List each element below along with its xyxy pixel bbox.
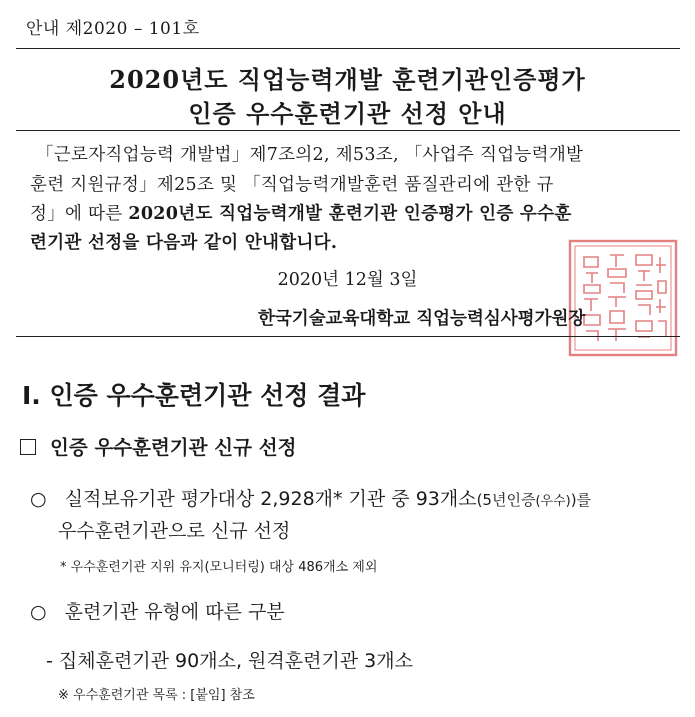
item-1-main-text: 실적보유기관 평가대상 2,928개* 기관 중 93개소 — [64, 488, 477, 510]
issuer-name: 한국기술교육대학교 직업능력심사평가원장 — [258, 309, 586, 329]
attachment-note: ※ 우수훈련기관 목록 : [붙임] 참조 — [58, 688, 255, 703]
item-1-line-1 — [30, 484, 591, 511]
document-title-line2: 인증 우수훈련기관 선정 안내 — [188, 99, 507, 128]
item-1-paren-inner: (우수) — [535, 494, 571, 509]
title-divider — [16, 130, 680, 131]
section-heading: Ⅰ. 인증 우수훈련기관 선정 결과 — [22, 381, 366, 410]
item-1-paren-open: (5년인증 — [476, 491, 536, 509]
body-line-2: 훈련 지원규정」제25조 및 「직업능력개발훈련 품질관리에 관한 규 — [30, 175, 554, 195]
notice-number: 안내 제2020 – 101호 — [26, 19, 200, 39]
document-title-line1: 2020년도 직업능력개발 훈련기관인증평가 — [109, 65, 586, 94]
body-line-3 — [30, 200, 572, 225]
item-2-detail: - 집체훈련기관 90개소, 원격훈련기관 3개소 — [46, 650, 413, 672]
issuer-divider — [16, 336, 680, 337]
subsection-heading-text: 인증 우수훈련기관 신규 선정 — [50, 436, 297, 459]
body-line-1: 「근로자직업능력 개발법」제7조의2, 제53조, 「사업주 직업능력개발 — [36, 145, 584, 165]
item-1-paren-close: )를 — [570, 491, 592, 509]
body-line-4: 련기관 선정을 다음과 같이 안내합니다. — [30, 233, 338, 253]
body-line-3-plain: 정」에 따른 — [30, 204, 129, 224]
item-1-line-2: 우수훈련기관으로 신규 선정 — [58, 520, 291, 542]
item-2 — [30, 597, 285, 624]
official-seal-stamp — [566, 237, 680, 359]
circle-bullet-icon: ○ — [30, 488, 47, 510]
circle-bullet-icon: ○ — [30, 601, 47, 623]
subsection-heading — [20, 432, 296, 460]
body-line-3-bold: 2020년도 직업능력개발 훈련기관 인증평가 인증 우수훈 — [128, 204, 572, 224]
item-2-text: 훈련기관 유형에 따른 구분 — [64, 601, 285, 623]
item-1-footnote: * 우수훈련기관 지위 유지(모니터링) 대상 486개소 제외 — [60, 560, 378, 575]
checkbox-square-icon — [20, 439, 36, 455]
issue-date: 2020년 12월 3일 — [277, 270, 418, 290]
top-divider — [16, 48, 680, 49]
